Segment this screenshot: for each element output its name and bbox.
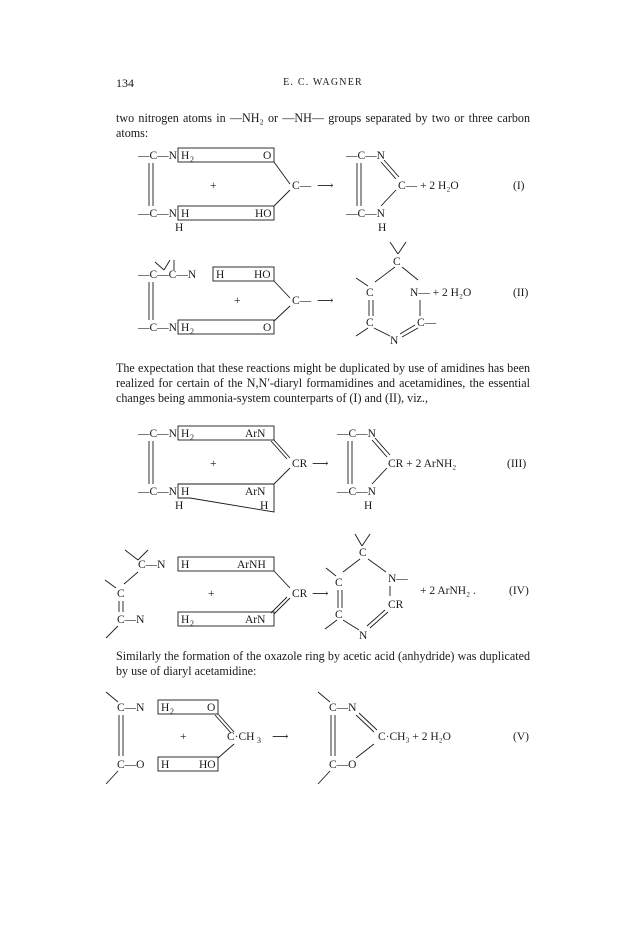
- svg-text:H: H: [181, 322, 190, 334]
- reaction-4-reactants: [105, 550, 329, 638]
- svg-text:ArNH: ArNH: [237, 559, 266, 571]
- svg-text:C: C: [335, 609, 343, 621]
- svg-text:C—: C—: [417, 317, 437, 329]
- reaction-5-reactants: [106, 692, 289, 784]
- svg-text:—C—N: —C—N: [138, 428, 177, 440]
- reaction-1-products-text: C— + 2 H₂O: [398, 180, 459, 192]
- svg-text:H: H: [181, 208, 190, 220]
- svg-text:H: H: [181, 614, 190, 626]
- svg-text:⟶: ⟶: [272, 731, 289, 743]
- svg-text:—C—N: —C—N: [337, 486, 376, 498]
- svg-text:H: H: [181, 486, 190, 498]
- svg-text:C—N: C—N: [117, 702, 145, 714]
- page-header: [116, 76, 530, 92]
- reaction-2-scheme: [100, 240, 540, 347]
- svg-text:CR: CR: [292, 458, 308, 470]
- svg-text:C—N: C—N: [117, 614, 145, 626]
- svg-text:H: H: [181, 559, 190, 571]
- svg-text:C—O: C—O: [329, 759, 357, 771]
- svg-text:CR: CR: [388, 599, 404, 611]
- page-number: 134: [116, 76, 134, 90]
- svg-text:⟶: ⟶: [317, 295, 334, 307]
- reaction-1-products: [345, 150, 459, 234]
- svg-text:H: H: [181, 428, 190, 440]
- svg-text:O: O: [263, 150, 272, 162]
- reaction-3-label: (III): [507, 458, 527, 470]
- reaction-3-scheme: [100, 420, 540, 520]
- svg-text:H: H: [175, 222, 184, 234]
- svg-text:O: O: [263, 322, 272, 334]
- svg-text:C: C: [366, 287, 374, 299]
- svg-text:C—: C—: [292, 180, 312, 192]
- svg-text:C—: C—: [292, 295, 312, 307]
- reaction-1-reactants: [137, 148, 334, 234]
- reaction-5-products: [318, 692, 451, 784]
- svg-text:N: N: [359, 630, 368, 642]
- svg-text:C—N: C—N: [138, 559, 166, 571]
- svg-text:N—: N—: [388, 573, 408, 585]
- reaction-1-scheme: [100, 142, 540, 232]
- svg-text:C: C: [366, 317, 374, 329]
- svg-text:⟶: ⟶: [317, 180, 334, 192]
- reaction-4-products: [325, 534, 476, 642]
- svg-text:+: +: [180, 731, 187, 743]
- reaction-3-products-text: CR + 2 ArNH₂: [388, 458, 457, 470]
- svg-text:+: +: [210, 458, 217, 470]
- svg-text:C—N: C—N: [329, 702, 357, 714]
- svg-text:—C—N: —C—N: [337, 428, 376, 440]
- svg-text:H: H: [364, 500, 373, 512]
- svg-text:ArN: ArN: [245, 486, 266, 498]
- svg-text:H: H: [175, 500, 184, 512]
- paragraph-amidines: The expectation that these reactions might be duplicated by use of amidines has been realized for certain of the N,N′-diaryl formamidines and acetamidines, the essential changes being ammonia-system counterparts of (I) and (II), viz.,: [116, 361, 530, 406]
- svg-text:2: 2: [190, 619, 194, 628]
- reaction-5-products-text: C·CH₃ + 2 H₂O: [378, 731, 451, 743]
- svg-text:H: H: [216, 269, 225, 281]
- svg-text:2: 2: [190, 433, 194, 442]
- svg-text:2: 2: [170, 707, 174, 716]
- svg-text:—C—N: —C—N: [346, 208, 385, 220]
- svg-text:—C—C—N: —C—C—N: [138, 269, 197, 281]
- reaction-3-products: [336, 428, 456, 512]
- svg-text:+: +: [210, 180, 217, 192]
- svg-text:C: C: [117, 588, 125, 600]
- svg-text:C: C: [393, 256, 401, 268]
- svg-text:ArN: ArN: [245, 428, 266, 440]
- reaction-1-label: (I): [513, 180, 525, 192]
- svg-text:C·CH: C·CH: [227, 731, 255, 743]
- reaction-5-label: (V): [513, 731, 529, 743]
- svg-text:—C—N: —C—N: [138, 322, 177, 334]
- svg-text:C: C: [359, 547, 367, 559]
- svg-text:ArN: ArN: [245, 614, 266, 626]
- svg-text:2: 2: [190, 327, 194, 336]
- running-head: E. C. WAGNER: [283, 77, 363, 88]
- svg-text:H: H: [260, 500, 269, 512]
- svg-text:HO: HO: [199, 759, 216, 771]
- reaction-3-reactants: [137, 426, 329, 512]
- reaction-2-reactants: [137, 260, 334, 336]
- svg-text:N: N: [390, 335, 399, 347]
- svg-text:3: 3: [257, 736, 261, 745]
- svg-text:H: H: [161, 759, 170, 771]
- svg-text:H: H: [161, 702, 170, 714]
- reaction-2-products-text: N— + 2 H₂O: [410, 287, 472, 299]
- reaction-2-label: (II): [513, 287, 529, 299]
- svg-text:—C—N: —C—N: [346, 150, 385, 162]
- reaction-4-products-text: + 2 ArNH₂ .: [420, 585, 476, 597]
- reaction-2-products: [356, 242, 471, 347]
- svg-text:HO: HO: [254, 269, 271, 281]
- svg-text:C—O: C—O: [117, 759, 145, 771]
- svg-text:+: +: [234, 295, 241, 307]
- reaction-4-label: (IV): [509, 585, 529, 597]
- reaction-4-scheme: [100, 532, 540, 642]
- svg-text:—C—N: —C—N: [138, 208, 177, 220]
- svg-text:H: H: [378, 222, 387, 234]
- svg-text:H: H: [181, 150, 190, 162]
- svg-text:—C—N: —C—N: [138, 486, 177, 498]
- paragraph-intro: two nitrogen atoms in —NH₂ or —NH— groups separated by two or three carbon atoms:: [116, 111, 530, 141]
- svg-text:HO: HO: [255, 208, 272, 220]
- svg-text:CR: CR: [292, 588, 308, 600]
- svg-text:—C—N: —C—N: [138, 150, 177, 162]
- reaction-5-scheme: [100, 688, 540, 793]
- svg-text:⟶: ⟶: [312, 588, 329, 600]
- paragraph-oxazole: Similarly the formation of the oxazole ring by acetic acid (anhydride) was duplicated by use of diaryl acetamidine:: [116, 649, 530, 679]
- svg-text:O: O: [207, 702, 216, 714]
- svg-text:⟶: ⟶: [312, 458, 329, 470]
- svg-text:C: C: [335, 577, 343, 589]
- svg-text:+: +: [208, 588, 215, 600]
- svg-text:2: 2: [190, 155, 194, 164]
